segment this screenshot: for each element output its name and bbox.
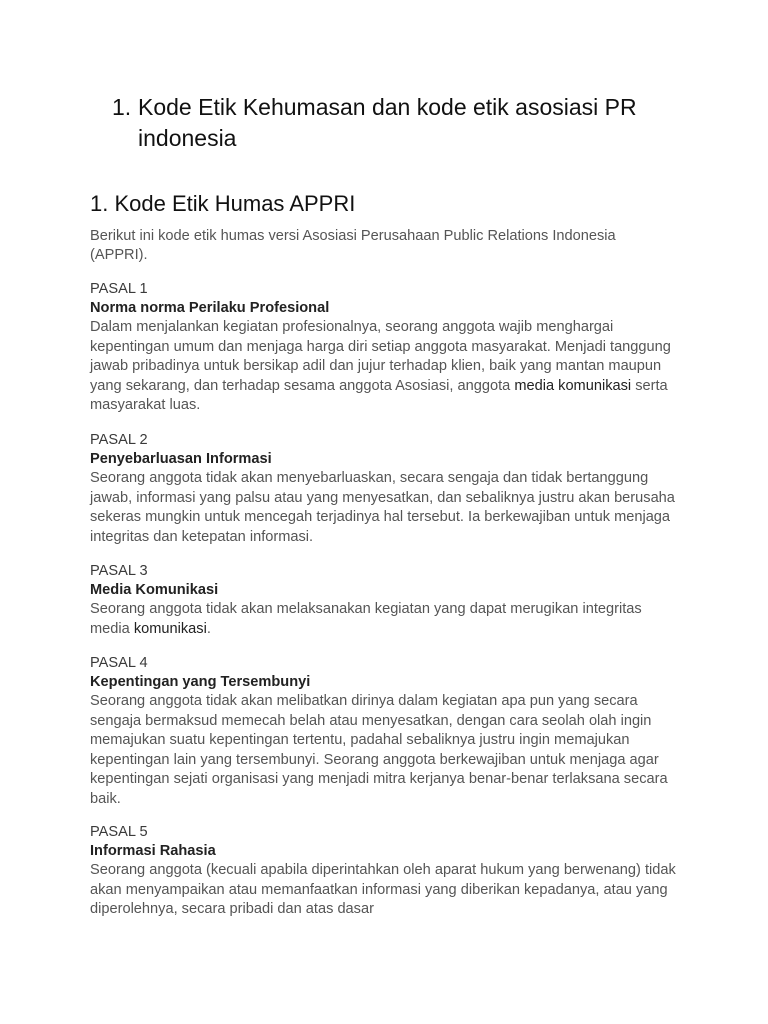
media-komunikasi-link[interactable]: media komunikasi — [514, 377, 632, 394]
pasal-body: Seorang anggota tidak akan menyebarluaskan, secara sengaja dan tidak bertanggung jawab, informasi yang palsu atau yang menyesatkan, dan sebaliknya justru akan berusaha sekeras mungkin untuk mencegah terjadinya hal tersebut. Ia berkewajiban untuk menjaga integritas dan ketepatan informasi. — [90, 470, 675, 545]
pasal-2 — [90, 431, 680, 547]
title-text: Kode Etik Kehumasan dan kode etik asosiasi PR indonesia — [138, 94, 637, 151]
pasal-4 — [90, 654, 680, 809]
pasal-5 — [90, 823, 680, 920]
pasal-body-text: Dalam menjalankan kegiatan profesionalnya, seorang anggota wajib menghargai kepentingan umum dan menjaga harga diri setiap anggota masyarakat. Menjadi tanggung jawab pribadinya untuk bersikap adil dan jujur terhadap klien, baik yang mantan maupun yang sekarang, dan terhadap sesama anggota Asosiasi, anggota — [90, 319, 671, 394]
pasal-body — [90, 600, 680, 639]
document-title — [112, 92, 692, 154]
komunikasi-link[interactable]: komunikasi — [133, 620, 207, 637]
pasal-label: PASAL 3 — [90, 563, 148, 579]
pasal-title: Informasi Rahasia — [90, 843, 216, 859]
title-number: 1. — [112, 94, 132, 120]
pasal-body: Seorang anggota (kecuali apabila diperintahkan oleh aparat hukum yang berwenang) tidak akan menyampaikan atau memanfaatkan informasi yang diberikan kepadanya, atau yang diperolehnya, secara pribadi dan atas dasar — [90, 862, 676, 917]
pasal-body-text: Seorang anggota tidak akan melaksanakan kegiatan yang dapat merugikan integritas media — [90, 601, 642, 637]
pasal-title: Penyebarluasan Informasi — [90, 451, 272, 467]
pasal-title: Kepentingan yang Tersembunyi — [90, 674, 311, 690]
pasal-1 — [90, 280, 680, 416]
pasal-label: PASAL 5 — [90, 824, 148, 840]
pasal-body — [90, 318, 680, 416]
pasal-body: Seorang anggota tidak akan melibatkan dirinya dalam kegiatan apa pun yang secara sengaja bermaksud memecah belah atau menyesatkan, dengan cara seolah olah ingin memajukan suatu kepentingan tertentu, padahal sebaliknya justru ingin memajukan kepentingan lain yang tersembunyi. Seorang anggota berkewajiban untuk menjaga agar kepentingan sejati organisasi yang menjadi mitra kerjanya benar-benar terlaksana secara baik. — [90, 693, 668, 807]
pasal-label: PASAL 4 — [90, 655, 148, 671]
pasal-body-text-end: serta masyarakat luas. — [90, 377, 668, 413]
pasal-3 — [90, 562, 680, 639]
pasal-body-text-end: . — [206, 620, 211, 637]
pasal-title: Norma norma Perilaku Profesional — [90, 300, 330, 316]
intro-paragraph: Berikut ini kode etik humas versi Asosiasi Perusahaan Public Relations Indonesia (APPRI). — [90, 228, 616, 263]
pasal-label: PASAL 1 — [90, 281, 148, 297]
pasal-title: Media Komunikasi — [90, 582, 219, 598]
pasal-label: PASAL 2 — [90, 432, 148, 448]
section-heading: 1. Kode Etik Humas APPRI — [90, 191, 356, 216]
